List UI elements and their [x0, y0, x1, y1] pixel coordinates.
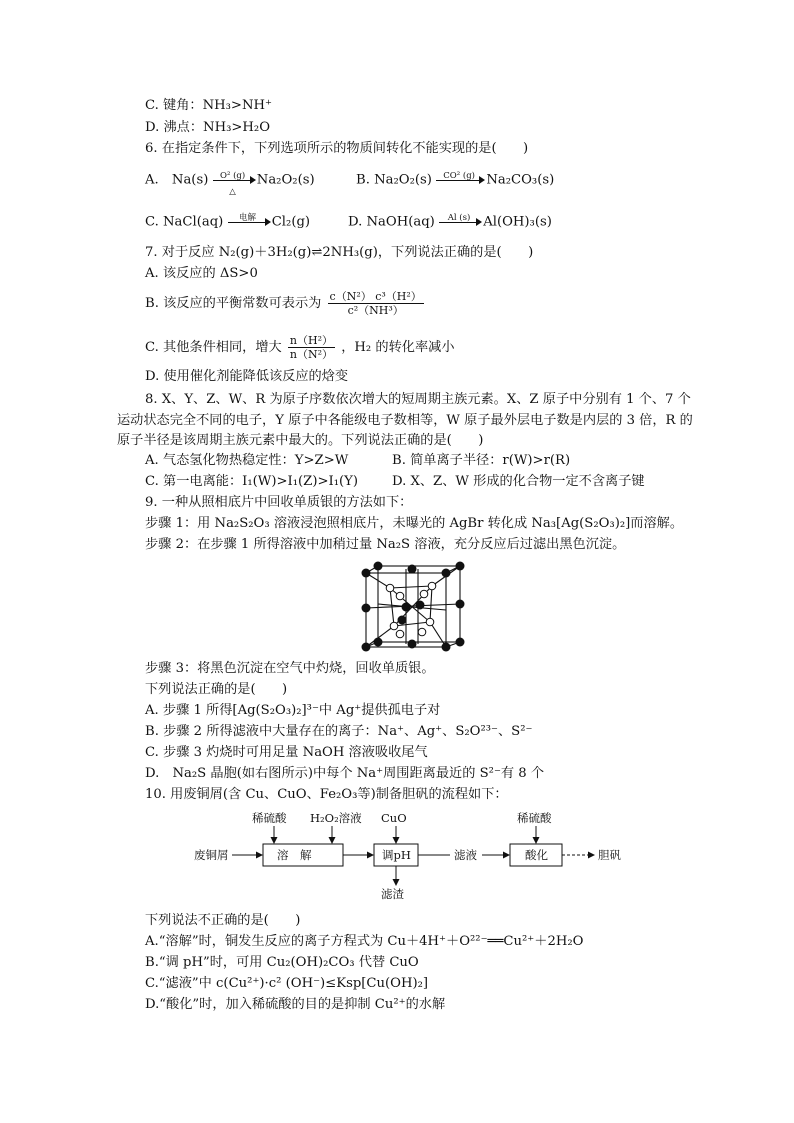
q6-option-b: [356, 171, 554, 190]
q6-a-lhs: A. Na(s): [145, 172, 209, 188]
flow-residue-label: 滤渣: [381, 887, 404, 901]
q6-d-rhs: Al(OH)₃(s): [483, 214, 552, 230]
q7-stem: 7. 对于反应 N₂(g)＋3H₂(g)⇌2NH₃(g)，下列说法正确的是( ): [145, 245, 534, 260]
reaction-arrow: [228, 213, 268, 231]
q9-ask: 下列说法正确的是( ): [145, 682, 288, 697]
q5-option-d: D. 沸点：NH₃>H₂O: [145, 120, 271, 135]
q6-b-rhs: Na₂CO₃(s): [486, 172, 555, 188]
flow-reagent-dilute-h2so4: 稀硫酸: [252, 811, 287, 825]
q7-option-d: D. 使用催化剂能降低该反应的焓变: [145, 369, 349, 384]
q6-d-condition: Al (s): [447, 213, 471, 223]
flow-reagent-h2o2: H₂O₂溶液: [310, 811, 362, 825]
q6-option-d: [348, 213, 552, 232]
q6-a-heat: △: [229, 187, 236, 197]
equilibrium-constant-fraction: [328, 290, 424, 317]
q7-b-prefix: B. 该反应的平衡常数可表示为: [145, 296, 322, 311]
q9-step2: 步骤 2：在步骤 1 所得溶液中加稍过量 Na₂S 溶液，充分反应后过滤出黑色沉淀。: [145, 537, 626, 552]
fraction-denominator: n（N²）: [289, 348, 334, 361]
fraction-numerator: n（H²）: [288, 334, 335, 348]
q8-option-b: B. 简单离子半径：r(W)>r(R): [392, 453, 571, 468]
q7-option-c: [145, 334, 455, 361]
q9-step1: 步骤 1：用 Na₂S₂O₃ 溶液浸泡照相底片，未曝光的 AgBr 转化成 Na₃[Ag(S₂O₃)₂]而溶解。: [145, 516, 684, 531]
q7-option-b: [145, 290, 426, 317]
q5-option-c: C. 键角：NH₃>NH⁺: [145, 98, 272, 113]
q8-option-c: C. 第一电离能：I₁(W)>I₁(Z)>I₁(Y): [145, 474, 359, 489]
q10-stem: 10. 用废铜屑(含 Cu、CuO、Fe₂O₃等)制备胆矾的流程如下：: [145, 787, 508, 802]
q9-option-c: C. 步骤 3 灼烧时可用足量 NaOH 溶液吸收尾气: [145, 745, 428, 760]
q7-c-suffix: ，H₂ 的转化率减小: [341, 340, 455, 355]
flow-box-dissolve-label: 溶 解: [277, 848, 312, 862]
q6-c-lhs: C. NaCl(aq): [145, 214, 224, 230]
q10-option-a: A.“溶解”时，铜发生反应的离子方程式为 Cu＋4H⁺＋O²²⁻══Cu²⁺＋2H₂O: [145, 934, 584, 949]
flow-filtrate-label: 滤液: [454, 848, 477, 862]
q6-option-a: [145, 171, 315, 197]
q6-b-lhs: B. Na₂O₂(s): [356, 172, 432, 188]
q6-a-condition: O² (g): [220, 171, 246, 181]
reaction-arrow: [439, 213, 479, 231]
q6-a-rhs: Na₂O₂(s): [256, 172, 315, 188]
q10-option-b: B.“调 pH”时，可用 Cu₂(OH)₂CO₃ 代替 CuO: [145, 955, 419, 970]
q6-d-lhs: D. NaOH(aq): [348, 214, 435, 230]
flow-input-label: 废铜屑: [194, 848, 229, 862]
na2s-unit-cell-diagram: [360, 560, 466, 652]
q9-option-d: D. Na₂S 晶胞(如右图所示)中每个 Na⁺周围距离最近的 S²⁻有 8 个: [145, 766, 545, 781]
q7-option-a: A. 该反应的 ΔS>0: [145, 266, 258, 281]
reaction-arrow: [213, 171, 253, 197]
flow-output-label: 胆矾: [598, 848, 621, 862]
ratio-fraction: [288, 334, 335, 361]
fraction-denominator: c²（NH³）: [347, 304, 404, 317]
flow-reagent-dilute-h2so4-2: 稀硫酸: [517, 811, 552, 825]
reaction-arrow: [436, 171, 482, 189]
q9-option-a: A. 步骤 1 所得[Ag(S₂O₃)₂]³⁻中 Ag⁺提供孤电子对: [145, 703, 441, 718]
fraction-numerator: c（N²） c³（H²）: [329, 290, 422, 303]
copper-sulfate-process-flowchart: [192, 808, 632, 906]
q6-c-rhs: Cl₂(g): [271, 214, 311, 230]
q10-option-c: C.“滤液”中 c(Cu²⁺)·c² (OH⁻)≤Ksp[Cu(OH)₂]: [145, 976, 429, 991]
q9-step3: 步骤 3：将黑色沉淀在空气中灼烧，回收单质银。: [145, 661, 435, 676]
q8-option-d: D. X、Z、W 形成的化合物一定不含离子键: [392, 474, 645, 489]
flow-box-acidify-label: 酸化: [525, 848, 548, 862]
q9-option-b: B. 步骤 2 所得滤液中大量存在的离子：Na⁺、Ag⁺、S₂O²³⁻、S²⁻: [145, 724, 533, 739]
q6-stem: 6. 在指定条件下，下列选项所示的物质间转化不能实现的是( ): [145, 141, 529, 156]
q6-b-condition: CO² (g): [443, 171, 475, 181]
q7-c-prefix: C. 其他条件相同，增大: [145, 340, 282, 355]
q10-option-d: D.“酸化”时，加入稀硫酸的目的是抑制 Cu²⁺的水解: [145, 997, 446, 1012]
q6-option-c: [145, 213, 310, 232]
flow-box-adjust-ph-label: 调pH: [382, 848, 411, 862]
flow-reagent-cuo: CuO: [381, 811, 407, 825]
q8-stem: 8. X、Y、Z、W、R 为原子序数依次增大的短周期主族元素。X、Z 原子中分别有 1 个、7 个运动状态完全不同的电子，Y 原子中各能级电子数相等，W 原子最外层电子数是内层的 3 倍，R 的原子半径是该周期主族元素中最大的。下列说法正确的是( ): [117, 392, 693, 448]
q9-stem: 9. 一种从照相底片中回收单质银的方法如下：: [145, 495, 413, 510]
q8-option-a: A. 气态氢化物热稳定性：Y>Z>W: [145, 453, 349, 468]
q10-ask: 下列说法不正确的是( ): [145, 913, 301, 928]
q6-c-condition: 电解: [239, 213, 257, 223]
